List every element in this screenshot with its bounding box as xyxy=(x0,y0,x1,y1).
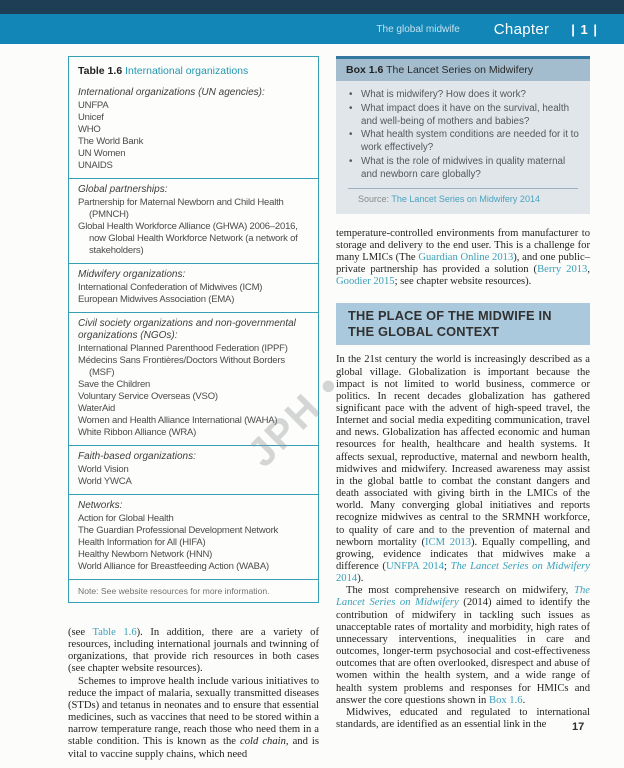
table-item: White Ribbon Alliance (WRA) xyxy=(78,427,197,438)
text-run: , xyxy=(587,264,590,276)
left-column xyxy=(68,56,319,761)
table-section-heading: Midwifery organizations: xyxy=(78,269,186,280)
box-bullet-item xyxy=(346,89,580,102)
top-strip xyxy=(0,0,624,14)
cross-reference-link[interactable]: UNFPA 2014 xyxy=(385,561,444,573)
box-bullet-list xyxy=(336,81,590,185)
text-run: cold chain xyxy=(240,736,286,748)
running-title: The global midwife xyxy=(376,23,460,35)
body-paragraph xyxy=(68,627,319,676)
page-header xyxy=(0,14,624,44)
bullet-icon: • xyxy=(349,155,353,167)
table-section xyxy=(69,312,318,445)
table-sections xyxy=(69,82,318,579)
cross-reference-link[interactable]: 2014 xyxy=(336,573,358,585)
cross-reference-link[interactable]: The Lancet Series on Midwifery xyxy=(450,561,590,573)
table-item: Women and Health Alliance International (WAHA) xyxy=(78,415,278,426)
left-body-text xyxy=(68,627,319,761)
table-item: UNAIDS xyxy=(78,160,113,171)
table-item: Médecins Sans Frontières/Doctors Without Borders (MSF) xyxy=(78,355,285,378)
box-bullet-text: What health system conditions are needed for it to work effectively? xyxy=(361,129,579,154)
source-label: Source: xyxy=(358,193,390,204)
table-item: UN Women xyxy=(78,148,126,159)
box-source xyxy=(348,188,578,214)
text-run: ). Equally compelling, and growing, evidence indicates that midwives make a difference ( xyxy=(336,536,591,573)
box-1-6 xyxy=(336,56,590,214)
bullet-icon: • xyxy=(349,89,353,100)
section-heading: THE PLACE OF THE MIDWIFE IN THE GLOBAL CONTEXT xyxy=(336,303,590,345)
text-run: ), and one public–private partnership has provided a solution ( xyxy=(336,251,590,276)
table-section-heading: Global partnerships: xyxy=(78,184,168,195)
box-bullet-text: What impact does it have on the survival, health and well-being of mothers and babies? xyxy=(361,102,570,127)
table-item: The World Bank xyxy=(78,136,144,147)
box-caption xyxy=(336,56,590,81)
table-title: International organizations xyxy=(125,65,249,77)
table-item: World YWCA xyxy=(78,476,132,487)
bullet-icon: • xyxy=(349,102,353,114)
body-paragraph xyxy=(68,676,319,761)
table-section xyxy=(69,445,318,494)
table-section-heading: Faith-based organizations: xyxy=(78,451,196,462)
table-section-heading: International organizations (UN agencies): xyxy=(78,87,265,98)
cross-reference-link[interactable]: Guardian Online 2013 xyxy=(418,251,514,263)
box-bullet-item xyxy=(346,156,580,182)
table-item: Partnership for Maternal Newborn and Child Health (PMNCH) xyxy=(78,197,284,220)
table-item: European Midwives Association (EMA) xyxy=(78,294,235,305)
cross-reference-link[interactable]: ICM 2013 xyxy=(424,536,471,548)
chapter-label: Chapter xyxy=(493,20,550,38)
cross-reference-link[interactable]: Table 1.6 xyxy=(92,627,137,638)
table-item: Save the Children xyxy=(78,379,151,390)
cross-reference-link[interactable]: Berry 2013 xyxy=(537,264,588,276)
table-item: Healthy Newborn Network (HNN) xyxy=(78,549,213,560)
text-run: In the 21st century the world is increasingly described as a global village. Globalization is important because the impact is not limited to world business, commerce or politics. In recent decades globalization has gathered significant pace with the advent of high-speed travel, the Internet and social media expediting communication, travel and news. Globalization has affected economic and human resources for health, healthcare and health systems. It affects sexual, reproductive, maternal and newborn health, midwives and midwifery. Increased awareness may assist in the global battle to combat the constant dangers and death associated with giving birth in the LMICs of the world. Many converging global initiatives and reports recognize midwives as central to the SRMNH workforce, to quality of care and to the prevention of maternal and newborn mortality ( xyxy=(336,354,590,548)
right-column xyxy=(336,56,590,731)
table-section xyxy=(69,82,318,178)
source-link[interactable]: The Lancet Series on Midwifery 2014 xyxy=(391,193,540,204)
table-section xyxy=(69,178,318,263)
text-run: ; xyxy=(443,561,451,573)
table-item: The Guardian Professional Development Network xyxy=(78,525,279,536)
chapter-number: | 1 | xyxy=(571,21,598,37)
text-run: (2014) aimed to identify the contribution of midwifery in tackling such issues as unacceptable rates of mortality and morbidity, high rates of unnecessary interventions, inequalities in care and outcomes, longer-term psychosocial and cost-effectiveness outcomes that are often overlooked, disrespect and abuse of women within the health system, and a wide range of health system problems and responses for HMICs and answer the core questions shown in xyxy=(336,597,590,706)
text-run: Midwives, educated and regulated to international standards, are identified as an essential link in the xyxy=(336,706,590,731)
cross-reference-link[interactable]: Goodier 2015 xyxy=(336,276,395,288)
text-run: ). In addition, there are a variety of resources, including international journals and twinning of organizations, that provide rich resources in both cases (see chapter website resources). xyxy=(68,627,319,675)
table-item: World Alliance for Breastfeeding Action (WABA) xyxy=(78,561,269,572)
table-section-heading: Civil society organizations and non-governmental organizations (NGOs): xyxy=(78,318,296,341)
text-run: , and is vital to vaccine supply chains, which need xyxy=(68,736,319,760)
table-item: Voluntary Service Overseas (VSO) xyxy=(78,391,218,402)
table-note: Note: See website resources for more information. xyxy=(69,579,318,602)
body-paragraph xyxy=(336,354,590,585)
text-run: temperature-controlled environments from manufacturer to storage and delivery to the end user. This is a challenge for many LMICs (The xyxy=(336,227,590,263)
text-run: Schemes to improve health include various initiatives to reduce the impact of malaria, sexually transmitted diseases (STDs) and tetanus in neonates and to ensure that essential medicines, such as vaccines that need to be stored within a narrow temperature range, reach those who need them in a stable condition. This is known as the xyxy=(68,675,319,748)
table-label: Table 1.6 xyxy=(78,65,123,77)
table-1-6 xyxy=(68,56,319,603)
table-item: International Confederation of Midwives (ICM) xyxy=(78,282,263,293)
body-paragraph xyxy=(336,585,590,707)
box-bullet-text: What is midwifery? How does it work? xyxy=(361,89,526,100)
text-run: . xyxy=(522,694,526,706)
box-bullet-item xyxy=(346,129,580,155)
cross-reference-link[interactable]: The Lancet Series on Midwifery xyxy=(336,585,590,609)
table-section-heading: Networks: xyxy=(78,500,123,511)
box-label: Box 1.6 xyxy=(346,64,384,76)
box-bullet-text: What is the role of midwives in quality maternal and newborn care globally? xyxy=(361,155,566,180)
body-paragraph xyxy=(336,228,590,289)
text-run: (see xyxy=(68,627,93,638)
table-item: WHO xyxy=(78,124,101,135)
box-title: The Lancet Series on Midwifery xyxy=(386,64,534,76)
table-item: Action for Global Health xyxy=(78,513,174,524)
watermark: JPH • xyxy=(239,364,351,476)
table-item: Unicef xyxy=(78,112,104,123)
text-run: ; see chapter website resources). xyxy=(394,276,532,288)
table-section xyxy=(69,494,318,579)
body-paragraph xyxy=(336,707,590,731)
table-section xyxy=(69,263,318,312)
table-caption xyxy=(69,57,318,82)
table-item: WaterAid xyxy=(78,403,116,414)
text-run: The most comprehensive research on midwifery, xyxy=(346,585,575,597)
table-item: Health Information for All (HIFA) xyxy=(78,537,206,548)
bullet-icon: • xyxy=(349,129,353,141)
table-item: UNFPA xyxy=(78,100,109,111)
page-number: 17 xyxy=(572,721,585,733)
table-item: Global Health Workforce Alliance (GHWA) 2006–2016, now Global Health Workforce Network (a network of stakeholders) xyxy=(78,221,298,256)
text-run: ). xyxy=(357,573,364,585)
table-item: World Vision xyxy=(78,464,129,475)
table-item: International Planned Parenthood Federation (IPPF) xyxy=(78,343,288,354)
box-bullet-item xyxy=(346,103,580,129)
cross-reference-link[interactable]: Box 1.6 xyxy=(489,694,523,706)
